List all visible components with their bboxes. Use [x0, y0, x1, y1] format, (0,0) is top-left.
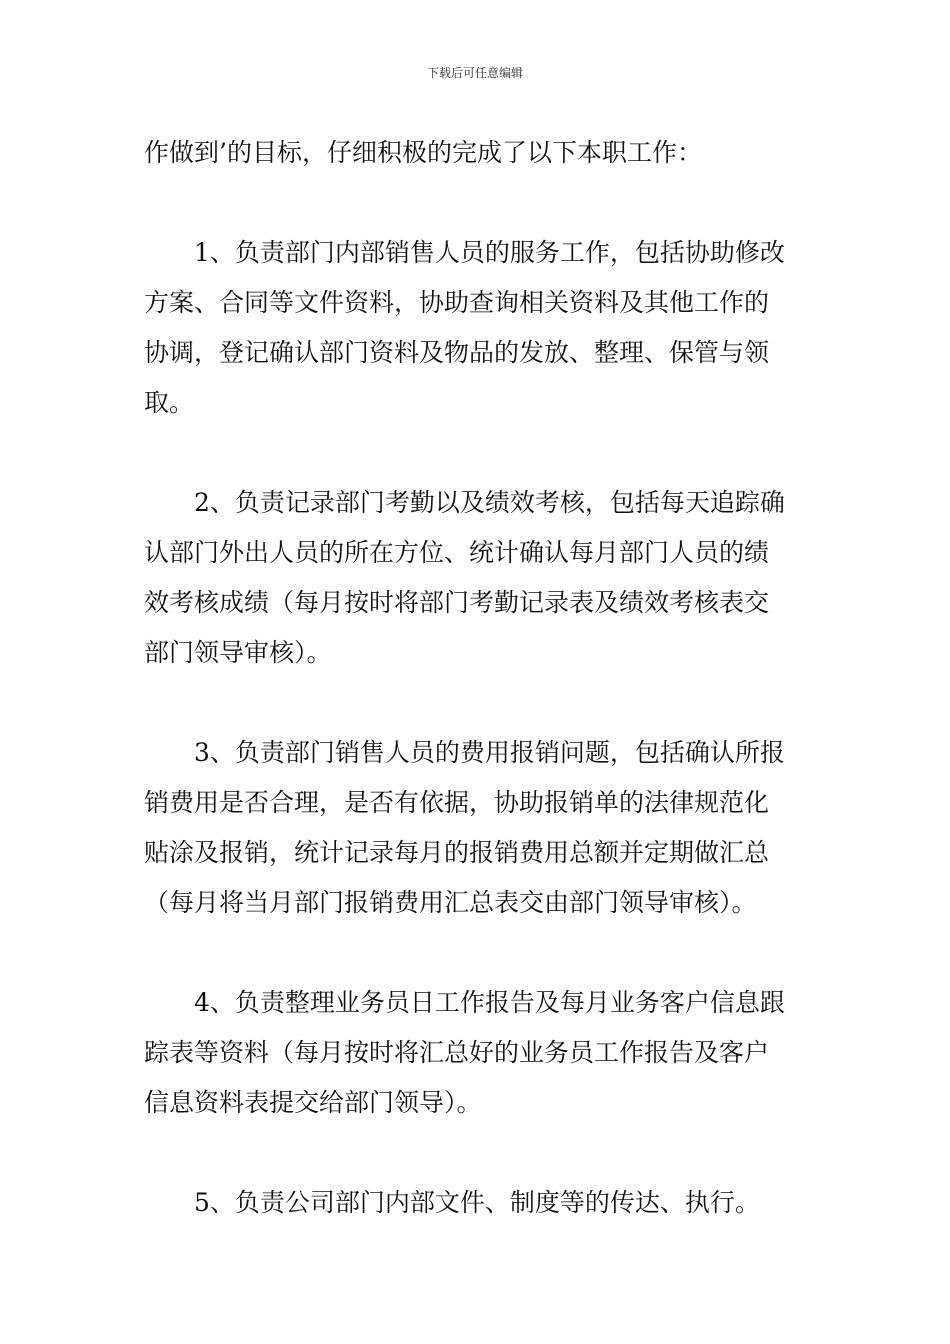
list-item-line: 贴涂及报销，统计记录每月的报销费用总额并定期做汇总 — [144, 838, 770, 867]
paragraph-gap — [144, 1128, 814, 1178]
list-item-line: （每月将当月部门报销费用汇总表交由部门领导审核）。 — [144, 888, 757, 917]
list-item-line: 方案、合同等文件资料，协助查询相关资料及其他工作的 — [144, 288, 770, 317]
list-item-line: 信息资料表提交给部门领导）。 — [144, 1088, 482, 1117]
list-item-line: 5、负责公司部门内部文件、制度等的传达、执行。 — [194, 1188, 760, 1217]
page-header-note: 下载后可任意编辑 — [426, 66, 523, 80]
list-item-line: 协调，登记确认部门资料及物品的发放、整理、保管与领 — [144, 338, 770, 367]
list-item-line: 销费用是否合理，是否有依据，协助报销单的法律规范化 — [144, 788, 770, 817]
list-item-4 — [144, 978, 814, 1128]
list-item-5 — [144, 1178, 814, 1228]
paragraph-gap — [144, 178, 814, 228]
paragraph-gap — [144, 428, 814, 478]
list-item-line: 取。 — [144, 388, 195, 417]
document-body — [144, 128, 814, 1228]
intro-line: 作做到’的目标，仔细积极的完成了以下本职工作： — [144, 138, 702, 167]
list-item-3 — [144, 728, 814, 928]
list-item-line: 认部门外出人员的所在方位、统计确认每月部门人员的绩 — [144, 538, 770, 567]
paragraph-gap — [144, 678, 814, 728]
list-item-line: 4、负责整理业务员日工作报告及每月业务客户信息跟 — [194, 988, 785, 1017]
list-item-2 — [144, 478, 814, 678]
list-item-line: 1、负责部门内部销售人员的服务工作，包括协助修改 — [194, 238, 785, 267]
list-item-line: 部门领导审核）。 — [144, 638, 332, 667]
list-item-line: 2、负责记录部门考勤以及绩效考核，包括每天追踪确 — [194, 488, 785, 517]
list-item-line: 3、负责部门销售人员的费用报销问题，包括确认所报 — [194, 738, 785, 767]
list-item-1 — [144, 228, 814, 428]
list-item-line: 踪表等资料（每月按时将汇总好的业务员工作报告及客户 — [144, 1038, 770, 1067]
list-item-line: 效考核成绩（每月按时将部门考勤记录表及绩效考核表交 — [144, 588, 770, 617]
paragraph-gap — [144, 928, 814, 978]
